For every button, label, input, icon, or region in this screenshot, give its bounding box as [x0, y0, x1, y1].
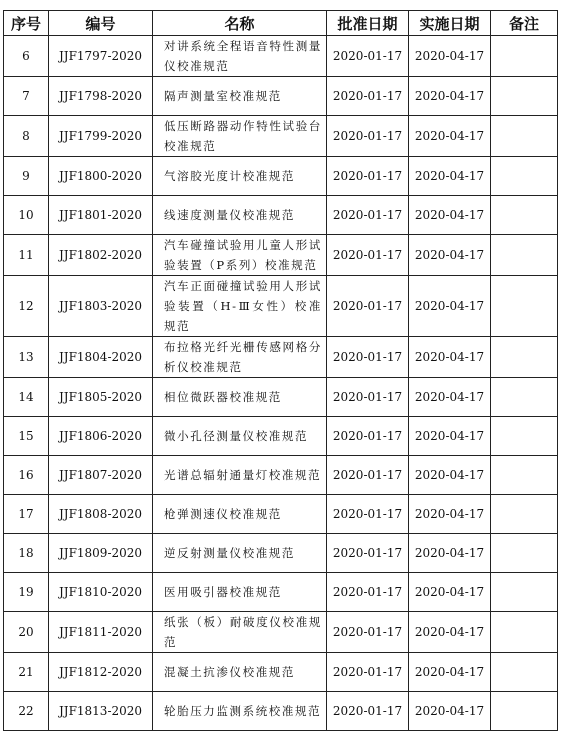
remarks-cell	[491, 157, 558, 196]
code-cell: JJF1802-2020	[49, 235, 153, 276]
table-row	[4, 116, 558, 157]
serial-number-cell: 17	[4, 495, 49, 534]
effective-date-cell: 2020-04-17	[409, 417, 491, 456]
approval-date-cell: 2020-01-17	[327, 653, 409, 692]
table-body	[4, 36, 558, 731]
table-row	[4, 534, 558, 573]
effective-date-cell: 2020-04-17	[409, 116, 491, 157]
code-cell: JJF1800-2020	[49, 157, 153, 196]
table-row	[4, 495, 558, 534]
serial-number-cell: 6	[4, 36, 49, 77]
effective-date-cell: 2020-04-17	[409, 534, 491, 573]
remarks-cell	[491, 417, 558, 456]
remarks-cell	[491, 235, 558, 276]
name-cell: 轮胎压力监测系统校准规范	[153, 692, 327, 731]
approval-date-cell: 2020-01-17	[327, 77, 409, 116]
serial-number-cell: 18	[4, 534, 49, 573]
remarks-cell	[491, 378, 558, 417]
code-cell: JJF1799-2020	[49, 116, 153, 157]
name-cell: 布拉格光纤光栅传感网格分析仪校准规范	[153, 337, 327, 378]
header-row	[4, 11, 558, 36]
header-code: 编号	[49, 11, 153, 36]
name-cell: 低压断路器动作特性试验台校准规范	[153, 116, 327, 157]
effective-date-cell: 2020-04-17	[409, 378, 491, 417]
remarks-cell	[491, 456, 558, 495]
effective-date-cell: 2020-04-17	[409, 692, 491, 731]
name-cell: 线速度测量仪校准规范	[153, 196, 327, 235]
serial-number-cell: 11	[4, 235, 49, 276]
serial-number-cell: 7	[4, 77, 49, 116]
remarks-cell	[491, 612, 558, 653]
code-cell: JJF1801-2020	[49, 196, 153, 235]
serial-number-cell: 9	[4, 157, 49, 196]
approval-date-cell: 2020-01-17	[327, 534, 409, 573]
code-cell: JJF1807-2020	[49, 456, 153, 495]
approval-date-cell: 2020-01-17	[327, 157, 409, 196]
approval-date-cell: 2020-01-17	[327, 196, 409, 235]
serial-number-cell: 22	[4, 692, 49, 731]
serial-number-cell: 15	[4, 417, 49, 456]
code-cell: JJF1804-2020	[49, 337, 153, 378]
serial-number-cell: 16	[4, 456, 49, 495]
approval-date-cell: 2020-01-17	[327, 573, 409, 612]
approval-date-cell: 2020-01-17	[327, 116, 409, 157]
serial-number-cell: 19	[4, 573, 49, 612]
effective-date-cell: 2020-04-17	[409, 157, 491, 196]
table-row	[4, 157, 558, 196]
name-cell: 枪弹测速仪校准规范	[153, 495, 327, 534]
name-cell: 混凝土抗渗仪校准规范	[153, 653, 327, 692]
name-cell: 气溶胶光度计校准规范	[153, 157, 327, 196]
table-row	[4, 612, 558, 653]
code-cell: JJF1806-2020	[49, 417, 153, 456]
code-cell: JJF1812-2020	[49, 653, 153, 692]
remarks-cell	[491, 276, 558, 337]
name-cell: 纸张（板）耐破度仪校准规范	[153, 612, 327, 653]
code-cell: JJF1813-2020	[49, 692, 153, 731]
approval-date-cell: 2020-01-17	[327, 276, 409, 337]
name-cell: 相位微跃器校准规范	[153, 378, 327, 417]
name-cell: 光谱总辐射通量灯校准规范	[153, 456, 327, 495]
approval-date-cell: 2020-01-17	[327, 36, 409, 77]
serial-number-cell: 12	[4, 276, 49, 337]
serial-number-cell: 14	[4, 378, 49, 417]
serial-number-cell: 8	[4, 116, 49, 157]
table-header	[4, 11, 558, 36]
header-effective-date: 实施日期	[409, 11, 491, 36]
code-cell: JJF1798-2020	[49, 77, 153, 116]
approval-date-cell: 2020-01-17	[327, 378, 409, 417]
effective-date-cell: 2020-04-17	[409, 235, 491, 276]
remarks-cell	[491, 534, 558, 573]
table-row	[4, 77, 558, 116]
table-row	[4, 417, 558, 456]
table-row	[4, 276, 558, 337]
serial-number-cell: 10	[4, 196, 49, 235]
effective-date-cell: 2020-04-17	[409, 573, 491, 612]
name-cell: 逆反射测量仪校准规范	[153, 534, 327, 573]
name-cell: 汽车碰撞试验用儿童人形试验装置（P系列）校准规范	[153, 235, 327, 276]
effective-date-cell: 2020-04-17	[409, 276, 491, 337]
approval-date-cell: 2020-01-17	[327, 456, 409, 495]
header-remarks: 备注	[491, 11, 558, 36]
approval-date-cell: 2020-01-17	[327, 417, 409, 456]
remarks-cell	[491, 692, 558, 731]
remarks-cell	[491, 653, 558, 692]
code-cell: JJF1809-2020	[49, 534, 153, 573]
name-cell: 隔声测量室校准规范	[153, 77, 327, 116]
effective-date-cell: 2020-04-17	[409, 653, 491, 692]
table-row	[4, 692, 558, 731]
table-row	[4, 36, 558, 77]
name-cell: 对讲系统全程语音特性测量仪校准规范	[153, 36, 327, 77]
serial-number-cell: 13	[4, 337, 49, 378]
table-row	[4, 378, 558, 417]
remarks-cell	[491, 36, 558, 77]
effective-date-cell: 2020-04-17	[409, 77, 491, 116]
serial-number-cell: 21	[4, 653, 49, 692]
effective-date-cell: 2020-04-17	[409, 456, 491, 495]
code-cell: JJF1811-2020	[49, 612, 153, 653]
remarks-cell	[491, 196, 558, 235]
effective-date-cell: 2020-04-17	[409, 196, 491, 235]
effective-date-cell: 2020-04-17	[409, 337, 491, 378]
code-cell: JJF1797-2020	[49, 36, 153, 77]
header-serial-number: 序号	[4, 11, 49, 36]
table-row	[4, 235, 558, 276]
remarks-cell	[491, 495, 558, 534]
code-cell: JJF1810-2020	[49, 573, 153, 612]
effective-date-cell: 2020-04-17	[409, 495, 491, 534]
name-cell: 汽车正面碰撞试验用人形试验装置（H-Ⅲ女性）校准规范	[153, 276, 327, 337]
table-row	[4, 196, 558, 235]
remarks-cell	[491, 573, 558, 612]
table-row	[4, 337, 558, 378]
remarks-cell	[491, 77, 558, 116]
header-approval-date: 批准日期	[327, 11, 409, 36]
remarks-cell	[491, 337, 558, 378]
approval-date-cell: 2020-01-17	[327, 495, 409, 534]
standards-table-container	[3, 10, 558, 731]
table-row	[4, 573, 558, 612]
approval-date-cell: 2020-01-17	[327, 692, 409, 731]
standards-table	[3, 10, 558, 731]
name-cell: 微小孔径测量仪校准规范	[153, 417, 327, 456]
effective-date-cell: 2020-04-17	[409, 612, 491, 653]
code-cell: JJF1808-2020	[49, 495, 153, 534]
header-name: 名称	[153, 11, 327, 36]
code-cell: JJF1803-2020	[49, 276, 153, 337]
remarks-cell	[491, 116, 558, 157]
table-row	[4, 653, 558, 692]
table-row	[4, 456, 558, 495]
serial-number-cell: 20	[4, 612, 49, 653]
approval-date-cell: 2020-01-17	[327, 337, 409, 378]
approval-date-cell: 2020-01-17	[327, 612, 409, 653]
code-cell: JJF1805-2020	[49, 378, 153, 417]
name-cell: 医用吸引器校准规范	[153, 573, 327, 612]
effective-date-cell: 2020-04-17	[409, 36, 491, 77]
approval-date-cell: 2020-01-17	[327, 235, 409, 276]
